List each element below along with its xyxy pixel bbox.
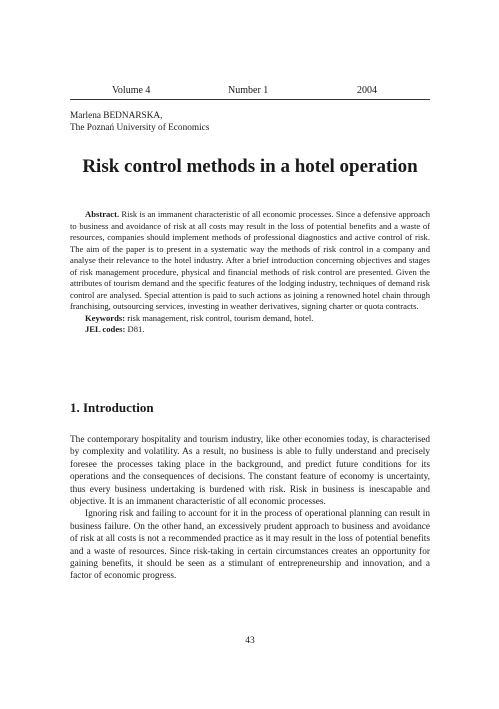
author-name: Marlena BEDNARSKA, <box>70 111 163 121</box>
section-heading: 1. Introduction <box>70 400 154 415</box>
section-body <box>70 434 430 583</box>
body-paragraph-1: The contemporary hospitality and tourism industry, like other economies today, is characterised by complexity and volatility. As a result, no business is able to fully understand and precisely foresee the processes taking place in the background, and predict future conditions for its operations and the consequences of decisions. The constant feature of economy is uncertainty, thus every business undertaking is burdened with risk. Risk in business is inescapable and objective. It is an immanent characteristic of all economic processes. <box>70 435 430 508</box>
jel-line <box>70 324 430 336</box>
page-number: 43 <box>245 636 255 646</box>
running-head-volume: Volume 4 <box>112 85 151 96</box>
abstract-text: Risk is an immanent characteristic of all economic processes. Since a defensive approach to business and avoidance of risk at all costs may result in the loss of potential benefits and a waste of resources, companies should implement methods of professional diagnostics and active control of risk. The aim of the paper is to present in a systematic way the methods of risk control in a company and analyse their relevance to the hotel industry. After a brief introduction concerning objectives and stages of risk management procedure, physical and financial methods of risk control are presented. Given the attributes of tourism demand and the specific features of the lodging industry, techniques of demand risk control are analysed. Special attention is paid to such actions as joining a renowned hotel chain through franchising, outsourcing services, investing in weather derivatives, signing charter or quota contracts. <box>70 209 430 312</box>
keywords-line <box>70 313 430 325</box>
abstract-label: Abstract. <box>85 209 120 219</box>
author-affiliation: The Poznań University of Economics <box>70 123 210 133</box>
abstract-block <box>70 209 430 336</box>
jel-label: JEL codes: <box>85 324 126 335</box>
keywords-text: risk management, risk control, tourism demand, hotel. <box>127 312 314 323</box>
keywords-label: Keywords: <box>85 312 126 323</box>
running-head-number: Number 1 <box>228 85 269 96</box>
abstract-paragraph <box>70 209 430 313</box>
jel-text: D81. <box>127 324 145 335</box>
body-paragraph-2: Ignoring risk and failing to account for it in the process of operational planning can result in business failure. On the other hand, an excessively prudent approach to business and avoidance of risk at all costs is not a recommended practice as it may result in the loss of potential benefits and a waste of resources. Since risk-taking in certain circumstances creates an opportunity for gaining benefits, it should be seen as a stimulant of entrepreneurship and innovation, and a factor of economic progress. <box>70 509 430 582</box>
running-head <box>70 85 430 100</box>
paper-title: Risk control methods in a hotel operation <box>82 156 418 177</box>
author-block <box>70 110 209 134</box>
running-head-year: 2004 <box>357 85 377 96</box>
